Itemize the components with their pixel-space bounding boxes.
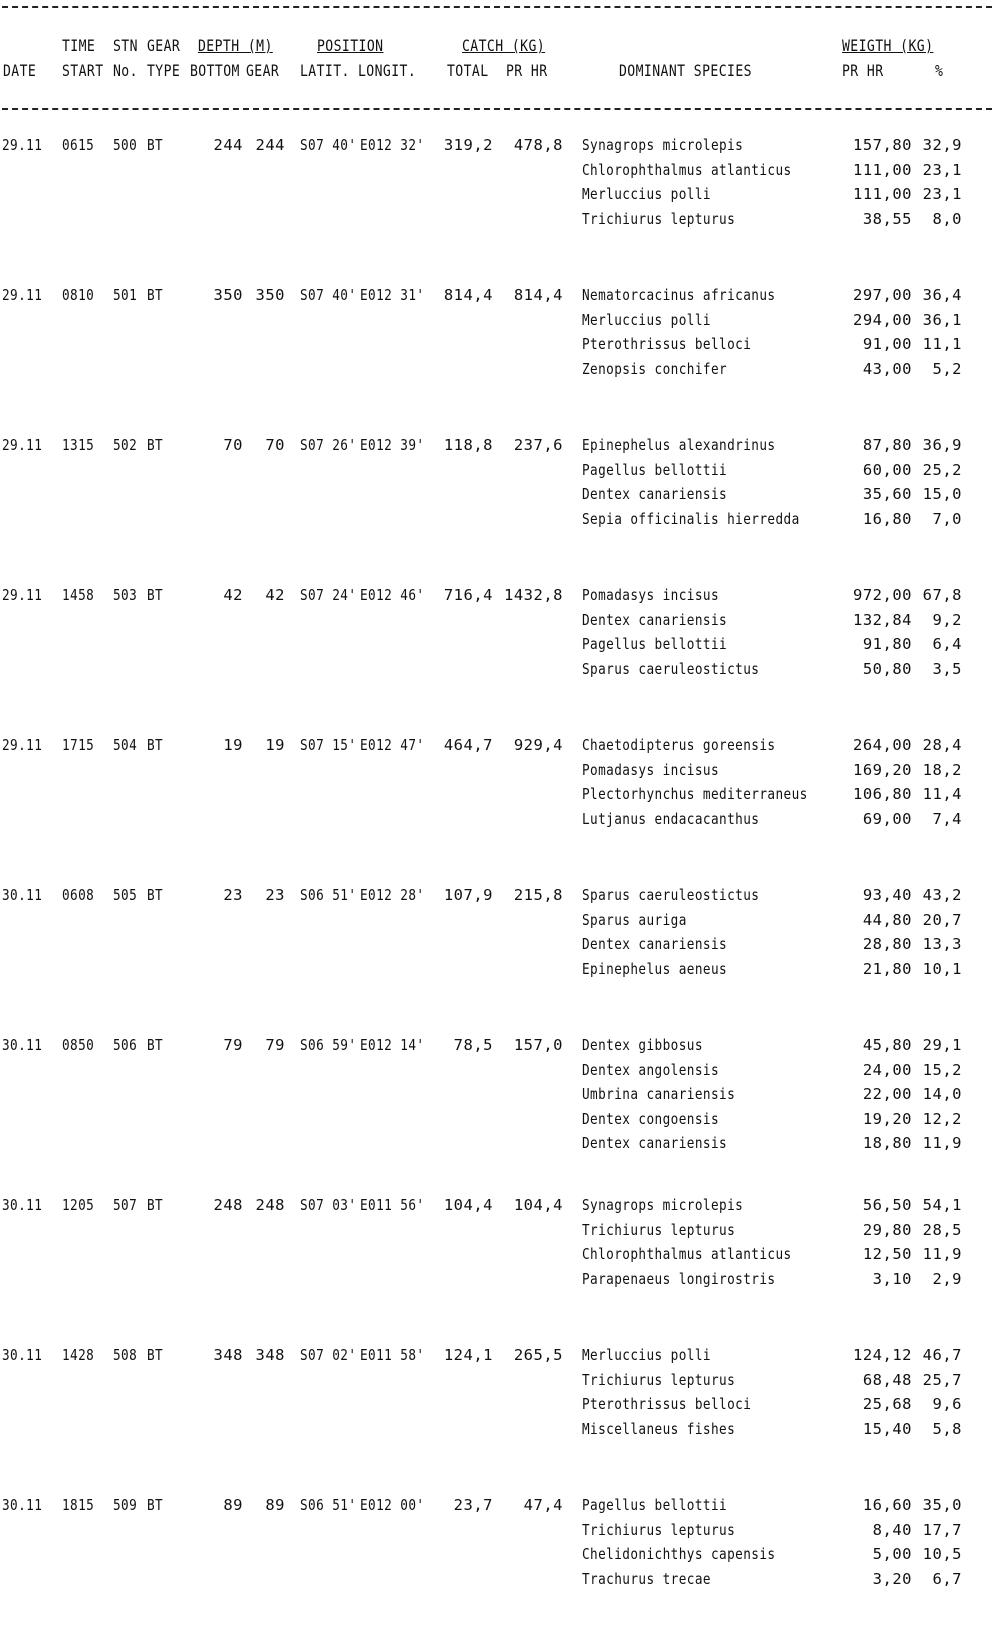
haul-catch-per-hour: 929,4 bbox=[513, 736, 563, 754]
haul-latitude: S07 02' bbox=[300, 1346, 357, 1364]
species-name: Pterothrissus belloci bbox=[582, 1395, 752, 1413]
species-name: Trichiurus lepturus bbox=[582, 1520, 736, 1539]
haul-record bbox=[0, 736, 1000, 876]
species-name: Sparus auriga bbox=[582, 910, 687, 929]
haul-longitude: E012 39' bbox=[360, 436, 425, 454]
haul-record bbox=[0, 286, 1000, 426]
species-percent: 14,0 bbox=[922, 1085, 962, 1103]
species-weight-per-hour: 91,00 bbox=[862, 335, 912, 353]
haul-station: 503 bbox=[113, 586, 138, 604]
haul-record bbox=[0, 1036, 1000, 1176]
haul-record bbox=[0, 1196, 1000, 1336]
top-dashed-rule bbox=[2, 6, 992, 8]
header-date: DATE bbox=[3, 61, 37, 80]
species-weight-per-hour: 38,55 bbox=[862, 209, 912, 228]
species-weight-per-hour: 69,00 bbox=[862, 809, 912, 828]
species-percent: 36,1 bbox=[922, 310, 962, 329]
haul-time: 0810 bbox=[62, 286, 95, 304]
haul-record bbox=[0, 586, 1000, 726]
header-latit: LATIT. bbox=[300, 61, 350, 80]
haul-station: 504 bbox=[113, 736, 138, 754]
species-percent: 2,9 bbox=[932, 1269, 962, 1288]
species-name: Chlorophthalmus atlanticus bbox=[582, 160, 792, 179]
haul-gear-type: BT bbox=[147, 1036, 164, 1054]
species-weight-per-hour: 15,40 bbox=[862, 1419, 912, 1438]
species-weight-per-hour: 43,00 bbox=[862, 359, 912, 378]
haul-catch-per-hour: 814,4 bbox=[513, 286, 563, 304]
haul-gear-depth: 350 bbox=[255, 286, 285, 304]
haul-time: 1715 bbox=[62, 736, 95, 754]
species-name: Pagellus bellottii bbox=[582, 460, 728, 479]
haul-gear-depth: 79 bbox=[265, 1036, 285, 1054]
species-name: Dentex canariensis bbox=[582, 610, 728, 629]
haul-record bbox=[0, 1496, 1000, 1636]
haul-latitude: S07 15' bbox=[300, 736, 357, 754]
species-name: Trichiurus lepturus bbox=[582, 209, 736, 228]
species-percent: 6,7 bbox=[932, 1569, 962, 1588]
haul-catch-per-hour: 47,4 bbox=[523, 1496, 563, 1514]
species-weight-per-hour: 60,00 bbox=[862, 460, 912, 479]
species-weight-per-hour: 25,68 bbox=[862, 1395, 912, 1413]
species-name: Dentex angolensis bbox=[582, 1060, 720, 1079]
haul-catch-per-hour: 265,5 bbox=[513, 1346, 563, 1364]
haul-gear-depth: 42 bbox=[265, 586, 285, 604]
species-name: Zenopsis conchifer bbox=[582, 359, 728, 378]
species-name: Trichiurus lepturus bbox=[582, 1220, 736, 1239]
species-percent: 20,7 bbox=[922, 910, 962, 929]
species-name: Pomadasys incisus bbox=[582, 760, 720, 779]
haul-latitude: S06 51' bbox=[300, 1496, 357, 1514]
haul-bottom-depth: 348 bbox=[213, 1346, 243, 1364]
species-weight-per-hour: 3,10 bbox=[872, 1269, 912, 1288]
haul-catch-total: 464,7 bbox=[443, 736, 493, 754]
haul-gear-type: BT bbox=[147, 586, 164, 604]
species-name: Umbrina canariensis bbox=[582, 1085, 736, 1103]
species-weight-per-hour: 93,40 bbox=[862, 886, 912, 904]
species-weight-per-hour: 87,80 bbox=[862, 436, 912, 454]
haul-gear-depth: 23 bbox=[265, 886, 285, 904]
haul-catch-total: 124,1 bbox=[443, 1346, 493, 1364]
haul-gear-type: BT bbox=[147, 886, 164, 904]
species-percent: 11,9 bbox=[922, 1245, 962, 1263]
species-weight-per-hour: 91,80 bbox=[862, 635, 912, 653]
species-name: Nematorcacinus africanus bbox=[582, 286, 776, 304]
haul-gear-type: BT bbox=[147, 1496, 164, 1514]
haul-time: 0615 bbox=[62, 136, 95, 154]
species-percent: 36,4 bbox=[922, 286, 962, 304]
species-percent: 10,1 bbox=[922, 959, 962, 978]
haul-catch-total: 814,4 bbox=[443, 286, 493, 304]
haul-station: 507 bbox=[113, 1196, 138, 1214]
species-weight-per-hour: 8,40 bbox=[872, 1520, 912, 1539]
species-weight-per-hour: 19,20 bbox=[862, 1109, 912, 1128]
species-weight-per-hour: 972,00 bbox=[853, 586, 912, 604]
species-percent: 36,9 bbox=[922, 436, 962, 454]
species-name: Parapenaeus longirostris bbox=[582, 1269, 776, 1288]
haul-date: 30.11 bbox=[2, 1036, 43, 1054]
header-dashed-rule bbox=[2, 108, 992, 110]
species-name: Chelidonichthys capensis bbox=[582, 1545, 776, 1563]
haul-catch-total: 319,2 bbox=[443, 136, 493, 154]
species-weight-per-hour: 29,80 bbox=[862, 1220, 912, 1239]
species-percent: 67,8 bbox=[922, 586, 962, 604]
species-weight-per-hour: 24,00 bbox=[862, 1060, 912, 1079]
haul-gear-depth: 244 bbox=[255, 136, 285, 154]
species-percent: 17,7 bbox=[922, 1520, 962, 1539]
species-weight-per-hour: 111,00 bbox=[853, 160, 912, 179]
haul-longitude: E012 46' bbox=[360, 586, 425, 604]
haul-longitude: E012 31' bbox=[360, 286, 425, 304]
haul-bottom-depth: 70 bbox=[223, 436, 243, 454]
species-percent: 28,5 bbox=[922, 1220, 962, 1239]
species-name: Epinephelus alexandrinus bbox=[582, 436, 776, 454]
species-weight-per-hour: 111,00 bbox=[853, 185, 912, 203]
haul-date: 29.11 bbox=[2, 586, 43, 604]
haul-longitude: E012 32' bbox=[360, 136, 425, 154]
haul-time: 0850 bbox=[62, 1036, 95, 1054]
haul-catch-total: 23,7 bbox=[453, 1496, 493, 1514]
haul-longitude: E012 14' bbox=[360, 1036, 425, 1054]
species-weight-per-hour: 21,80 bbox=[862, 959, 912, 978]
haul-record bbox=[0, 136, 1000, 276]
species-name: Merluccius polli bbox=[582, 310, 711, 329]
header-total: TOTAL bbox=[447, 61, 489, 80]
species-name: Dentex canariensis bbox=[582, 1134, 728, 1152]
species-weight-per-hour: 5,00 bbox=[872, 1545, 912, 1563]
species-name: Pagellus bellottii bbox=[582, 1496, 728, 1514]
haul-station: 509 bbox=[113, 1496, 138, 1514]
header-stn: STN bbox=[113, 36, 138, 55]
haul-gear-depth: 89 bbox=[265, 1496, 285, 1514]
haul-gear-type: BT bbox=[147, 286, 164, 304]
header-time: TIME bbox=[62, 36, 96, 55]
haul-latitude: S07 40' bbox=[300, 286, 357, 304]
species-percent: 15,2 bbox=[922, 1060, 962, 1079]
species-percent: 18,2 bbox=[922, 760, 962, 779]
species-percent: 28,4 bbox=[922, 736, 962, 754]
species-weight-per-hour: 294,00 bbox=[853, 310, 912, 329]
species-name: Pomadasys incisus bbox=[582, 586, 720, 604]
species-percent: 23,1 bbox=[922, 160, 962, 179]
species-weight-per-hour: 22,00 bbox=[862, 1085, 912, 1103]
haul-gear-depth: 70 bbox=[265, 436, 285, 454]
species-percent: 7,0 bbox=[932, 509, 962, 528]
haul-time: 1315 bbox=[62, 436, 95, 454]
haul-station: 502 bbox=[113, 436, 138, 454]
species-percent: 7,4 bbox=[932, 809, 962, 828]
header-catch: CATCH (KG) bbox=[462, 36, 546, 55]
haul-date: 29.11 bbox=[2, 286, 43, 304]
species-name: Chlorophthalmus atlanticus bbox=[582, 1245, 792, 1263]
species-percent: 11,1 bbox=[922, 335, 962, 353]
species-percent: 43,2 bbox=[922, 886, 962, 904]
species-weight-per-hour: 106,80 bbox=[853, 785, 912, 803]
species-weight-per-hour: 56,50 bbox=[862, 1196, 912, 1214]
species-percent: 8,0 bbox=[932, 209, 962, 228]
species-percent: 23,1 bbox=[922, 185, 962, 203]
species-percent: 32,9 bbox=[922, 136, 962, 154]
species-name: Epinephelus aeneus bbox=[582, 959, 728, 978]
header-start: START bbox=[62, 61, 104, 80]
header-weight-prhr: PR HR bbox=[842, 61, 884, 80]
haul-record bbox=[0, 436, 1000, 576]
haul-record bbox=[0, 1346, 1000, 1486]
haul-station: 500 bbox=[113, 136, 138, 154]
header-gear-depth: GEAR bbox=[246, 61, 280, 80]
haul-bottom-depth: 23 bbox=[223, 886, 243, 904]
species-name: Synagrops microlepis bbox=[582, 1196, 744, 1214]
species-name: Dentex congoensis bbox=[582, 1109, 720, 1128]
haul-latitude: S07 26' bbox=[300, 436, 357, 454]
haul-time: 1458 bbox=[62, 586, 95, 604]
header-type: TYPE bbox=[147, 61, 181, 80]
species-name: Dentex canariensis bbox=[582, 935, 728, 953]
species-percent: 6,4 bbox=[932, 635, 962, 653]
haul-gear-type: BT bbox=[147, 1196, 164, 1214]
species-weight-per-hour: 297,00 bbox=[853, 286, 912, 304]
header-dominant-species: DOMINANT SPECIES bbox=[619, 61, 752, 80]
species-name: Trachurus trecae bbox=[582, 1569, 711, 1588]
haul-date: 29.11 bbox=[2, 436, 43, 454]
species-percent: 11,9 bbox=[922, 1134, 962, 1152]
species-weight-per-hour: 3,20 bbox=[872, 1569, 912, 1588]
haul-longitude: E012 28' bbox=[360, 886, 425, 904]
haul-record bbox=[0, 886, 1000, 1026]
haul-time: 1815 bbox=[62, 1496, 95, 1514]
haul-latitude: S07 03' bbox=[300, 1196, 357, 1214]
haul-catch-per-hour: 157,0 bbox=[513, 1036, 563, 1054]
species-percent: 5,2 bbox=[932, 359, 962, 378]
species-weight-per-hour: 50,80 bbox=[862, 659, 912, 678]
haul-station: 508 bbox=[113, 1346, 138, 1364]
haul-gear-depth: 348 bbox=[255, 1346, 285, 1364]
species-weight-per-hour: 16,60 bbox=[862, 1496, 912, 1514]
species-percent: 46,7 bbox=[922, 1346, 962, 1364]
haul-catch-total: 716,4 bbox=[443, 586, 493, 604]
species-percent: 5,8 bbox=[932, 1419, 962, 1438]
haul-catch-total: 78,5 bbox=[453, 1036, 493, 1054]
species-percent: 35,0 bbox=[922, 1496, 962, 1514]
species-name: Trichiurus lepturus bbox=[582, 1370, 736, 1389]
haul-date: 30.11 bbox=[2, 1196, 43, 1214]
species-weight-per-hour: 16,80 bbox=[862, 509, 912, 528]
haul-latitude: S06 59' bbox=[300, 1036, 357, 1054]
species-weight-per-hour: 264,00 bbox=[853, 736, 912, 754]
haul-date: 29.11 bbox=[2, 736, 43, 754]
species-percent: 13,3 bbox=[922, 935, 962, 953]
haul-bottom-depth: 350 bbox=[213, 286, 243, 304]
header-weight: WEIGTH (KG) bbox=[842, 36, 934, 55]
haul-gear-type: BT bbox=[147, 136, 164, 154]
haul-time: 1428 bbox=[62, 1346, 95, 1364]
species-name: Pagellus bellottii bbox=[582, 635, 728, 653]
haul-date: 30.11 bbox=[2, 886, 43, 904]
header-depth: DEPTH (M) bbox=[198, 36, 273, 55]
species-weight-per-hour: 18,80 bbox=[862, 1134, 912, 1152]
header-prhr: PR HR bbox=[506, 61, 548, 80]
species-percent: 54,1 bbox=[922, 1196, 962, 1214]
haul-date: 29.11 bbox=[2, 136, 43, 154]
species-percent: 9,2 bbox=[932, 610, 962, 629]
haul-latitude: S07 40' bbox=[300, 136, 357, 154]
header-percent: % bbox=[935, 61, 944, 80]
species-weight-per-hour: 68,48 bbox=[862, 1370, 912, 1389]
haul-catch-per-hour: 478,8 bbox=[513, 136, 563, 154]
haul-bottom-depth: 42 bbox=[223, 586, 243, 604]
species-name: Plectorhynchus mediterraneus bbox=[582, 785, 808, 803]
haul-catch-total: 118,8 bbox=[443, 436, 493, 454]
haul-date: 30.11 bbox=[2, 1346, 43, 1364]
haul-longitude: E011 56' bbox=[360, 1196, 425, 1214]
haul-bottom-depth: 89 bbox=[223, 1496, 243, 1514]
species-percent: 12,2 bbox=[922, 1109, 962, 1128]
haul-bottom-depth: 19 bbox=[223, 736, 243, 754]
species-name: Miscellaneus fishes bbox=[582, 1419, 736, 1438]
haul-catch-total: 104,4 bbox=[443, 1196, 493, 1214]
haul-gear-type: BT bbox=[147, 1346, 164, 1364]
haul-station: 501 bbox=[113, 286, 138, 304]
species-weight-per-hour: 45,80 bbox=[862, 1036, 912, 1054]
species-name: Merluccius polli bbox=[582, 185, 711, 203]
haul-catch-per-hour: 237,6 bbox=[513, 436, 563, 454]
species-name: Sparus caeruleostictus bbox=[582, 886, 760, 904]
header-bottom: BOTTOM bbox=[190, 61, 240, 80]
haul-latitude: S06 51' bbox=[300, 886, 357, 904]
haul-station: 506 bbox=[113, 1036, 138, 1054]
haul-gear-type: BT bbox=[147, 436, 164, 454]
haul-catch-total: 107,9 bbox=[443, 886, 493, 904]
haul-bottom-depth: 248 bbox=[213, 1196, 243, 1214]
species-percent: 3,5 bbox=[932, 659, 962, 678]
species-weight-per-hour: 132,84 bbox=[853, 610, 912, 629]
species-percent: 10,5 bbox=[922, 1545, 962, 1563]
species-weight-per-hour: 35,60 bbox=[862, 485, 912, 503]
haul-date: 30.11 bbox=[2, 1496, 43, 1514]
haul-catch-per-hour: 1432,8 bbox=[504, 586, 563, 604]
species-weight-per-hour: 169,20 bbox=[853, 760, 912, 779]
species-name: Dentex gibbosus bbox=[582, 1036, 703, 1054]
header-gear: GEAR bbox=[147, 36, 181, 55]
header-position: POSITION bbox=[317, 36, 384, 55]
species-weight-per-hour: 124,12 bbox=[853, 1346, 912, 1364]
haul-longitude: E012 00' bbox=[360, 1496, 425, 1514]
haul-time: 0608 bbox=[62, 886, 95, 904]
haul-gear-type: BT bbox=[147, 736, 164, 754]
haul-time: 1205 bbox=[62, 1196, 95, 1214]
species-percent: 25,7 bbox=[922, 1370, 962, 1389]
species-name: Sepia officinalis hierredda bbox=[582, 509, 800, 528]
haul-latitude: S07 24' bbox=[300, 586, 357, 604]
species-weight-per-hour: 12,50 bbox=[862, 1245, 912, 1263]
haul-bottom-depth: 79 bbox=[223, 1036, 243, 1054]
species-percent: 15,0 bbox=[922, 485, 962, 503]
haul-catch-per-hour: 104,4 bbox=[513, 1196, 563, 1214]
haul-longitude: E012 47' bbox=[360, 736, 425, 754]
species-name: Merluccius polli bbox=[582, 1346, 711, 1364]
haul-longitude: E011 58' bbox=[360, 1346, 425, 1364]
species-weight-per-hour: 157,80 bbox=[853, 136, 912, 154]
species-name: Synagrops microlepis bbox=[582, 136, 744, 154]
species-percent: 11,4 bbox=[922, 785, 962, 803]
species-name: Lutjanus endacacanthus bbox=[582, 809, 760, 828]
species-percent: 29,1 bbox=[922, 1036, 962, 1054]
species-percent: 25,2 bbox=[922, 460, 962, 479]
species-weight-per-hour: 28,80 bbox=[862, 935, 912, 953]
species-weight-per-hour: 44,80 bbox=[862, 910, 912, 929]
species-percent: 9,6 bbox=[932, 1395, 962, 1413]
haul-catch-per-hour: 215,8 bbox=[513, 886, 563, 904]
haul-station: 505 bbox=[113, 886, 138, 904]
haul-bottom-depth: 244 bbox=[213, 136, 243, 154]
species-name: Dentex canariensis bbox=[582, 485, 728, 503]
species-name: Sparus caeruleostictus bbox=[582, 659, 760, 678]
haul-gear-depth: 19 bbox=[265, 736, 285, 754]
header-no: No. bbox=[113, 61, 138, 80]
species-name: Chaetodipterus goreensis bbox=[582, 736, 776, 754]
header-longit: LONGIT. bbox=[358, 61, 417, 80]
haul-gear-depth: 248 bbox=[255, 1196, 285, 1214]
species-name: Pterothrissus belloci bbox=[582, 335, 752, 353]
